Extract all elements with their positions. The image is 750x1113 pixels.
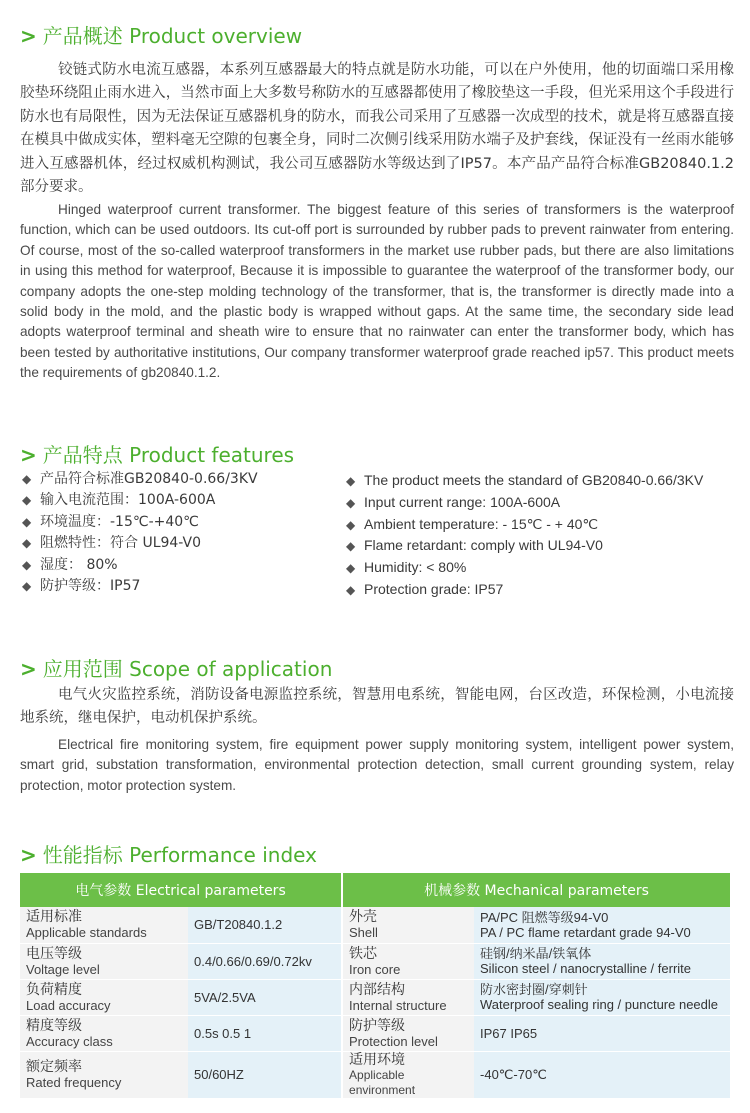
mechanical-param-value <box>474 943 730 979</box>
param-value-line-2: Waterproof sealing ring / puncture needle <box>480 997 719 1012</box>
param-value-line-1: 防水密封圈/穿刺针 <box>480 982 588 997</box>
param-value-line-2: Silicon steel / nanocrystalline / ferrite <box>480 961 691 976</box>
param-name-zh: 精度等级 <box>26 1017 82 1034</box>
scope-text-en: Electrical fire monitoring system, fire equipment power supply monitoring system, intelligent power system, smart grid, substation transformation, environmental protection detection, small current grounding system, relay protection, motor protection system. <box>20 737 734 793</box>
feature-item <box>22 576 258 597</box>
mechanical-param-value <box>474 1015 730 1051</box>
feature-text: 输入电流范围：100A-600A <box>40 492 216 509</box>
diamond-bullet-icon: ◆ <box>346 474 356 488</box>
feature-item <box>22 512 258 533</box>
feature-item <box>346 535 703 557</box>
param-name-en: Iron core <box>349 961 401 977</box>
feature-text: 防护等级：IP57 <box>40 578 141 595</box>
mechanical-param-label <box>342 979 474 1015</box>
diamond-bullet-icon: ◆ <box>346 539 356 554</box>
overview-text-zh: 铰链式防水电流互感器，本系列互感器最大的特点就是防水功能，可以在户外使用，他的切面端口采用橡胶垫环绕阻止雨水进入，当然市面上大多数号称防水的互感器都使用了橡胶垫这一手段，但光采用这个手段进行防水也有局限性，因为无法保证互感器机身的防水，而我公司采用了互感器一次成型的技术，就是将互感器直接在模具中做成实体，塑料毫无空隙的包裹全身，同时二次侧引线采用防水端子及护套线，保证没有一丝雨水能够进入互感器机体，经过权威机构测试，我公司互感器防水等级达到了IP57。本产品产品符合标准GB20840.1.2部分要求。 <box>20 62 734 196</box>
diamond-bullet-icon: ◆ <box>346 561 356 576</box>
feature-item <box>346 557 703 579</box>
feature-text: Flame retardant: comply with UL94-V0 <box>364 537 603 554</box>
param-value-line-1: PA/PC 阻燃等级94-V0 <box>480 909 609 925</box>
param-name-en: Applicable standards <box>26 925 147 941</box>
chevron-right-icon: > <box>20 443 37 467</box>
feature-item <box>346 514 703 536</box>
feature-item <box>22 490 258 511</box>
param-name-en: Load accuracy <box>26 997 111 1013</box>
feature-text: 湿度： 80% <box>40 556 118 573</box>
table-row <box>20 943 730 979</box>
electrical-param-value: 0.5s 0.5 1 <box>188 1015 342 1051</box>
param-name-zh: 适用标准 <box>26 909 82 926</box>
overview-text-en: Hinged waterproof current transformer. The biggest feature of this series of transformers is the waterproof function, which can be used outdoors. Its cut-off port is surrounded by rubber pads to prevent rainwater from entering. Of course, most of the so-called waterproof transformers in the market use rubber pads, but there are also limitations in using this method for waterproof, Because it is impossible to guarantee the waterproof of the transformer body, our company adopts the one-step molding technology of the transformer, that is, the transformer is directly made into a solid body in the mold, and the plastic body is wrapped without gaps. At the same time, the secondary side lead adopts waterproof terminal and sheath wire to ensure that no rainwater can enter the transformer body, which has been tested by authoritative institutions, Our company transformer waterproof grade reached ip57. This product meets the requirements of gb20840.1.2. <box>20 202 734 381</box>
scope-heading <box>20 653 332 682</box>
mechanical-param-label <box>342 907 474 943</box>
table-row <box>20 979 730 1015</box>
feature-text: The product meets the standard of GB20840-0.66/3KV <box>364 472 704 488</box>
feature-text: 阻燃特性：符合 UL94-V0 <box>40 535 202 552</box>
param-name-zh: 电压等级 <box>26 945 82 962</box>
feature-item <box>346 579 703 601</box>
features-list-zh <box>22 469 258 597</box>
table-row <box>20 1015 730 1051</box>
electrical-param-label <box>20 943 188 979</box>
electrical-param-value: 50/60HZ <box>188 1051 342 1098</box>
feature-item <box>22 533 258 554</box>
feature-item <box>346 470 703 492</box>
param-name-zh: 额定频率 <box>26 1059 82 1075</box>
param-value-line-1: 硅钢/纳米晶/铁氧体 <box>480 946 592 961</box>
electrical-param-value: GB/T20840.1.2 <box>188 907 342 943</box>
param-name-en: Internal structure <box>349 997 447 1013</box>
param-name-en: Shell <box>349 925 378 941</box>
diamond-bullet-icon: ◆ <box>22 557 32 572</box>
param-name-zh: 外壳 <box>349 909 378 926</box>
param-name-zh: 铁芯 <box>349 945 378 962</box>
performance-table <box>20 873 730 1099</box>
feature-item <box>22 555 258 576</box>
electrical-param-value: 0.4/0.66/0.69/0.72kv <box>188 943 342 979</box>
feature-text: Humidity: < 80% <box>364 559 467 576</box>
mechanical-param-value <box>474 1051 730 1098</box>
feature-text: Ambient temperature: - 15℃ - + 40℃ <box>364 515 599 532</box>
mechanical-param-label <box>342 943 474 979</box>
features-heading <box>20 439 294 468</box>
electrical-param-label <box>20 1051 188 1098</box>
electrical-param-label <box>20 907 188 943</box>
mechanical-param-value <box>474 979 730 1015</box>
param-name-en: Applicable environment <box>349 1067 416 1097</box>
feature-item <box>22 469 258 490</box>
diamond-bullet-icon: ◆ <box>346 582 356 597</box>
electrical-parameters-header: 电气参数 Electrical parameters <box>20 873 342 907</box>
scope-title: 应用范围 Scope of application <box>42 657 333 681</box>
param-name-en: Rated frequency <box>26 1075 122 1090</box>
mechanical-param-value <box>474 907 730 943</box>
overview-title: 产品概述 Product overview <box>42 24 303 48</box>
table-row <box>20 907 730 943</box>
chevron-right-icon: > <box>20 657 37 681</box>
param-value-line-1: -40℃-70℃ <box>480 1067 547 1082</box>
param-name-zh: 适用环境 <box>349 1051 406 1068</box>
electrical-param-label <box>20 1015 188 1051</box>
performance-table-header <box>20 873 730 907</box>
param-name-zh: 负荷精度 <box>26 981 82 998</box>
feature-text: Protection grade: IP57 <box>364 580 504 597</box>
param-value-line-1: IP67 IP65 <box>480 1025 538 1041</box>
table-row <box>20 1051 730 1098</box>
param-value-line-2: PA / PC flame retardant grade 94-V0 <box>480 924 691 940</box>
diamond-bullet-icon: ◆ <box>22 514 32 529</box>
mechanical-parameters-header: 机械参数 Mechanical parameters <box>342 873 730 907</box>
diamond-bullet-icon: ◆ <box>22 579 32 594</box>
diamond-bullet-icon: ◆ <box>22 472 32 486</box>
chevron-right-icon: > <box>20 843 37 867</box>
chevron-right-icon: > <box>20 24 37 48</box>
electrical-param-label <box>20 979 188 1015</box>
param-name-zh: 内部结构 <box>349 981 406 998</box>
features-title: 产品特点 Product features <box>42 443 295 467</box>
overview-heading <box>20 20 302 49</box>
feature-text: Input current range: 100A-600A <box>364 493 561 510</box>
mechanical-param-label <box>342 1051 474 1098</box>
param-name-en: Accuracy class <box>26 1033 113 1049</box>
performance-heading <box>20 839 317 868</box>
diamond-bullet-icon: ◆ <box>22 493 32 508</box>
electrical-param-value: 5VA/2.5VA <box>188 979 342 1015</box>
diamond-bullet-icon: ◆ <box>22 536 32 551</box>
features-list-en <box>346 470 703 601</box>
feature-text: 产品符合标准GB20840-0.66/3KV <box>40 471 258 487</box>
scope-text-zh: 电气火灾监控系统，消防设备电源监控系统，智慧用电系统，智能电网，台区改造，环保检测，小电流接地系统，继电保护，电动机保护系统。 <box>20 687 734 727</box>
feature-item <box>346 492 703 514</box>
param-name-en: Voltage level <box>26 961 100 977</box>
param-name-zh: 防护等级 <box>349 1017 406 1034</box>
feature-text: 环境温度：-15℃-+40℃ <box>40 513 199 530</box>
param-name-en: Protection level <box>349 1033 438 1049</box>
performance-title: 性能指标 Performance index <box>42 843 317 867</box>
diamond-bullet-icon: ◆ <box>346 495 356 510</box>
mechanical-param-label <box>342 1015 474 1051</box>
diamond-bullet-icon: ◆ <box>346 517 356 532</box>
